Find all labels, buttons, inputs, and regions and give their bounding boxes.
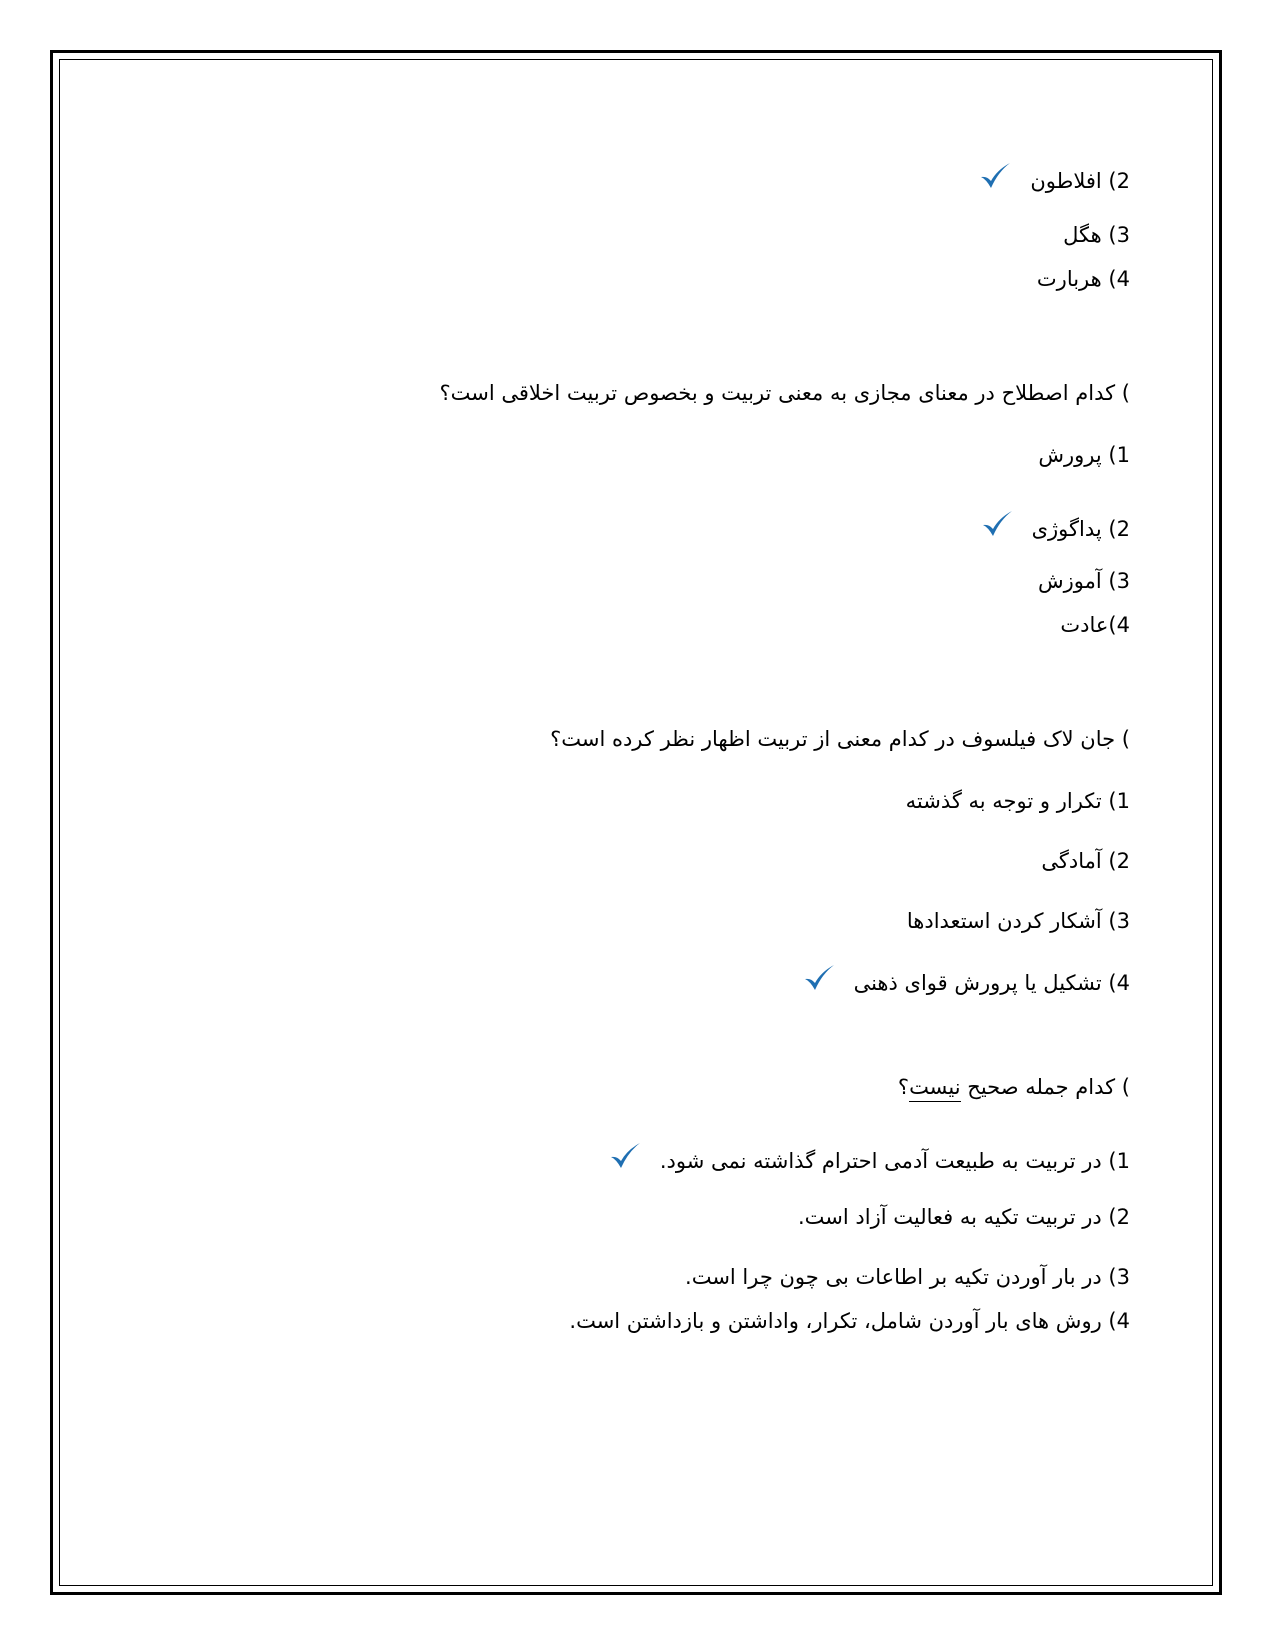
q1-option-3: 3) آموزش bbox=[1038, 569, 1130, 593]
q2-option-1: 1) تکرار و توجه به گذشته bbox=[905, 789, 1130, 813]
option-prev-4: 4) هربارت bbox=[1036, 267, 1130, 291]
q2-option-2: 2) آمادگی bbox=[1041, 849, 1130, 873]
question-1: ) کدام اصطلاح در معنای مجازی به معنی تربیت و بخصوص تربیت اخلاقی است؟ bbox=[439, 381, 1130, 405]
checkmark-icon bbox=[608, 1140, 642, 1172]
q2-option-4: 4) تشکیل یا پرورش قوای ذهنی bbox=[802, 962, 1130, 998]
checkmark-icon bbox=[980, 508, 1014, 540]
q1-option-4: 4)عادت bbox=[1060, 613, 1130, 637]
q3-option-2: 2) در تربیت تکیه به فعالیت آزاد است. bbox=[798, 1205, 1130, 1229]
checkmark-icon bbox=[978, 160, 1012, 192]
question-3: ) کدام جمله صحیح نیست؟ bbox=[898, 1072, 1130, 1102]
option-prev-2: 2) افلاطون bbox=[978, 160, 1130, 196]
q1-option-2: 2) پداگوژی bbox=[980, 508, 1130, 544]
underlined-word: نیست bbox=[909, 1075, 961, 1102]
q3-option-1: 1) در تربیت به طبیعت آدمی احترام گذاشته نمی شود. bbox=[608, 1140, 1130, 1176]
q3-option-3: 3) در بار آوردن تکیه بر اطاعات بی چون چرا است. bbox=[685, 1265, 1130, 1289]
q2-option-3: 3) آشکار کردن استعدادها bbox=[906, 909, 1130, 933]
question-2: ) جان لاک فیلسوف در کدام معنی از تربیت اظهار نظر کرده است؟ bbox=[550, 727, 1130, 751]
q3-option-4: 4) روش های بار آوردن شامل، تکرار، واداشتن و بازداشتن است. bbox=[569, 1309, 1130, 1333]
checkmark-icon bbox=[802, 962, 836, 994]
option-prev-3: 3) هگل bbox=[1063, 223, 1130, 247]
q1-option-1: 1) پرورش bbox=[1038, 443, 1130, 467]
